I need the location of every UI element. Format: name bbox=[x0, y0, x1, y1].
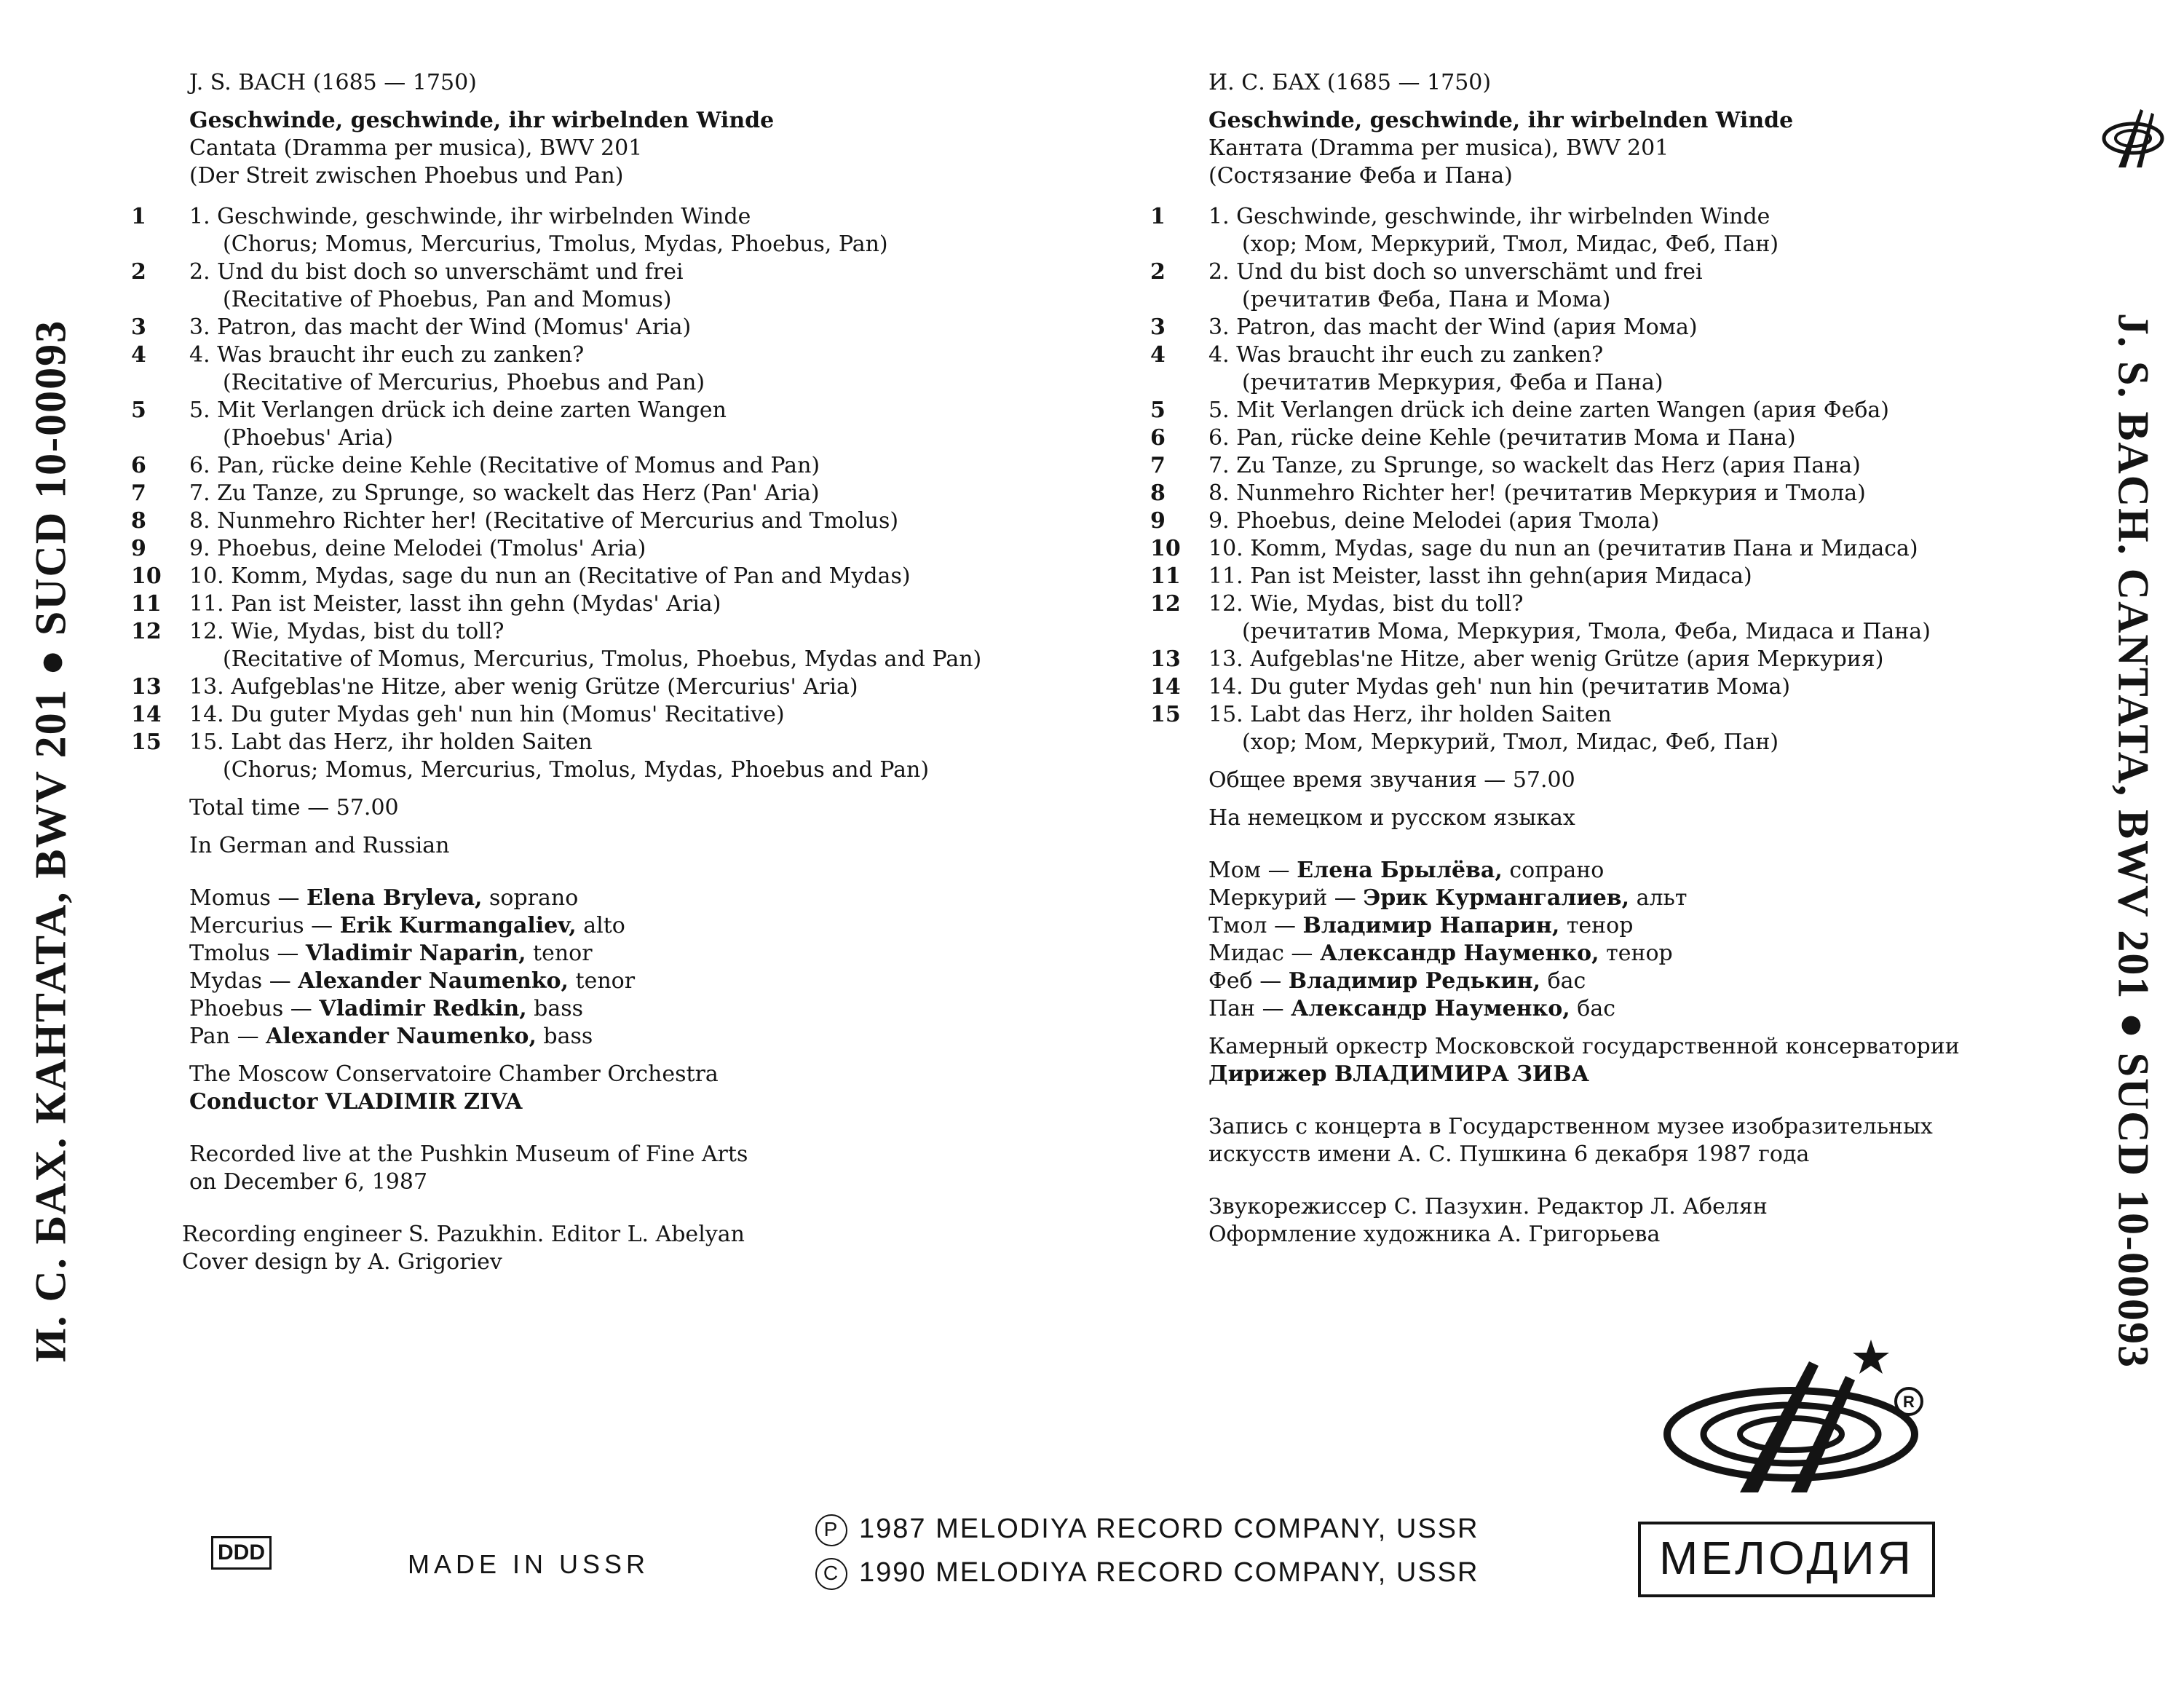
composer: И. С. БАХ (1685 — 1750) bbox=[1208, 70, 1492, 95]
conductor: Дирижер ВЛАДИМИРА ЗИВА bbox=[1208, 1061, 1590, 1087]
cast-voice: tenor bbox=[569, 968, 636, 994]
cast-list bbox=[189, 885, 1136, 1051]
track-subtitle: (Recitative of Phoebus, Pan and Momus) bbox=[223, 287, 672, 312]
track-number: 12 bbox=[131, 619, 162, 644]
cast-singer: Владимир Напарин, bbox=[1302, 913, 1560, 938]
work-title: Geschwinde, geschwinde, ihr wirbelnden Winde bbox=[1208, 108, 1794, 133]
track-subtitle: (речитатив Меркурия, Феба и Пана) bbox=[1242, 370, 1663, 395]
track-title: 15. Labt das Herz, ihr holden Saiten bbox=[1208, 702, 1612, 727]
cast-role: Pan — bbox=[189, 1024, 266, 1049]
phonogram-text: 1987 MELODIYA RECORD COMPANY, USSR bbox=[859, 1514, 1479, 1544]
track-row bbox=[1150, 258, 2060, 314]
orchestra: The Moscow Conservatoire Chamber Orchestra bbox=[189, 1061, 719, 1087]
work-header bbox=[189, 107, 1136, 190]
left-spine bbox=[0, 0, 102, 1681]
track-row bbox=[1150, 341, 2060, 397]
cast-voice: bass bbox=[526, 996, 584, 1021]
track-row bbox=[131, 701, 1136, 729]
track-title: 14. Du guter Mydas geh' nun hin (речитатив Мома) bbox=[1208, 674, 1791, 700]
track-title: 4. Was braucht ihr euch zu zanken? bbox=[189, 342, 585, 368]
work-subtitle: Кантата (Dramma per musica), BWV 201 bbox=[1208, 135, 1669, 161]
cast-voice: soprano bbox=[482, 885, 579, 911]
copyright-text: 1990 MELODIYA RECORD COMPANY, USSR bbox=[859, 1557, 1479, 1588]
track-row bbox=[1150, 535, 2060, 563]
track-number: 5 bbox=[131, 397, 146, 423]
track-title: 14. Du guter Mydas geh' nun hin (Momus' Recitative) bbox=[189, 702, 785, 727]
cast-row bbox=[189, 885, 1136, 912]
cast-role: Пан — bbox=[1208, 996, 1291, 1021]
track-title: 4. Was braucht ihr euch zu zanken? bbox=[1208, 342, 1604, 368]
recording-line: Запись с концерта в Государственном музее изобразительных bbox=[1208, 1114, 1933, 1139]
track-subtitle: (Chorus; Momus, Mercurius, Tmolus, Mydas, Phoebus and Pan) bbox=[223, 757, 930, 783]
cast-row bbox=[1208, 940, 2060, 968]
track-number: 8 bbox=[1150, 480, 1166, 506]
track-row bbox=[131, 729, 1136, 784]
cast-role: Mercurius — bbox=[189, 913, 340, 938]
total-time: Общее время звучания — 57.00 bbox=[1208, 767, 1575, 793]
track-subtitle: (хор; Мом, Меркурий, Тмол, Мидас, Феб, Пан) bbox=[1242, 729, 1779, 755]
track-row bbox=[131, 673, 1136, 701]
track-title: 5. Mit Verlangen drück ich deine zarten Wangen (ария Феба) bbox=[1208, 397, 1889, 423]
cast-voice: тенор bbox=[1559, 913, 1634, 938]
cast-row bbox=[189, 968, 1136, 995]
cast-singer: Vladimir Redkin, bbox=[319, 996, 527, 1021]
track-title: 1. Geschwinde, geschwinde, ihr wirbelnden Winde bbox=[189, 204, 751, 229]
cast-voice: alto bbox=[576, 913, 625, 938]
track-row bbox=[131, 258, 1136, 314]
track-title: 6. Pan, rücke deine Kehle (речитатив Мома и Пана) bbox=[1208, 425, 1796, 451]
made-in-label: MADE IN USSR bbox=[408, 1549, 650, 1579]
track-title: 8. Nunmehro Richter her! (Recitative of Mercurius and Tmolus) bbox=[189, 508, 899, 534]
track-subtitle: (Chorus; Momus, Mercurius, Tmolus, Mydas, Phoebus, Pan) bbox=[223, 232, 888, 257]
cast-voice: сопрано bbox=[1502, 858, 1605, 883]
track-number: 2 bbox=[131, 259, 146, 285]
track-number: 7 bbox=[131, 480, 146, 506]
track-number: 8 bbox=[131, 508, 146, 534]
copyright-symbol-icon: C bbox=[815, 1558, 847, 1590]
track-title: 3. Patron, das macht der Wind (ария Мома) bbox=[1208, 315, 1698, 340]
cast-singer: Elena Bryleva, bbox=[306, 885, 483, 911]
track-row bbox=[131, 563, 1136, 590]
right-spine bbox=[2082, 0, 2184, 1681]
track-number: 9 bbox=[131, 536, 146, 561]
track-row bbox=[1150, 701, 2060, 756]
track-number: 6 bbox=[131, 453, 146, 478]
melodiya-logo-icon bbox=[1653, 1332, 1944, 1500]
work-subtitle: Cantata (Dramma per musica), BWV 201 bbox=[189, 135, 643, 161]
total-time: Total time — 57.00 bbox=[189, 795, 399, 820]
left-spine-title: И. С. БАХ. КАНТАТА, BWV 201 ● SUCD 10-00093 bbox=[26, 319, 75, 1362]
track-row bbox=[131, 314, 1136, 341]
copyright-line bbox=[815, 1551, 1479, 1594]
languages-note: In German and Russian bbox=[189, 833, 450, 858]
track-number: 15 bbox=[1150, 702, 1181, 727]
track-row bbox=[1150, 314, 2060, 341]
cast-row bbox=[189, 1023, 1136, 1051]
work-header bbox=[1208, 107, 2060, 190]
track-row bbox=[1150, 563, 2060, 590]
track-row bbox=[1150, 507, 2060, 535]
cast-voice: бас bbox=[1570, 996, 1616, 1021]
track-number: 6 bbox=[1150, 425, 1166, 451]
cast-row bbox=[1208, 968, 2060, 995]
track-number: 14 bbox=[131, 702, 162, 727]
cast-singer: Alexander Naumenko, bbox=[266, 1024, 537, 1049]
track-title: 12. Wie, Mydas, bist du toll? bbox=[189, 619, 505, 644]
track-number: 4 bbox=[1150, 342, 1166, 368]
track-title: 5. Mit Verlangen drück ich deine zarten Wangen bbox=[189, 397, 727, 423]
recording-note bbox=[1208, 1113, 2060, 1168]
track-row bbox=[1150, 590, 2060, 646]
cast-row bbox=[1208, 857, 2060, 885]
track-row bbox=[131, 590, 1136, 618]
track-row bbox=[131, 452, 1136, 480]
cast-row bbox=[189, 940, 1136, 968]
production-credits bbox=[182, 1221, 1136, 1276]
track-list bbox=[1150, 203, 2060, 756]
track-title: 2. Und du bist doch so unverschämt und frei bbox=[189, 259, 684, 285]
cast-role: Phoebus — bbox=[189, 996, 320, 1021]
track-row bbox=[131, 507, 1136, 535]
track-row bbox=[131, 618, 1136, 673]
composer: J. S. BACH (1685 — 1750) bbox=[189, 70, 477, 95]
track-number: 1 bbox=[1150, 204, 1166, 229]
cast-voice: bass bbox=[536, 1024, 593, 1049]
melodiya-logo-icon bbox=[2097, 102, 2169, 175]
track-list bbox=[131, 203, 1136, 784]
track-row bbox=[1150, 452, 2060, 480]
work-subtitle-alt: (Der Streit zwischen Phoebus und Pan) bbox=[189, 163, 624, 189]
track-row bbox=[1150, 424, 2060, 452]
cast-role: Tmolus — bbox=[189, 941, 306, 966]
track-number: 4 bbox=[131, 342, 146, 368]
track-row bbox=[1150, 480, 2060, 507]
cast-role: Mydas — bbox=[189, 968, 298, 994]
track-title: 10. Komm, Mydas, sage du nun an (Recitative of Pan and Mydas) bbox=[189, 563, 911, 589]
track-number: 11 bbox=[1150, 563, 1181, 589]
cast-role: Мидас — bbox=[1208, 941, 1320, 966]
recording-line: on December 6, 1987 bbox=[189, 1169, 428, 1195]
cast-row bbox=[189, 995, 1136, 1023]
track-title: 11. Pan ist Meister, lasst ihn gehn(ария Мидаса) bbox=[1208, 563, 1752, 589]
track-number: 3 bbox=[131, 315, 146, 340]
track-number: 1 bbox=[131, 204, 146, 229]
track-number: 10 bbox=[131, 563, 162, 589]
cast-row bbox=[1208, 912, 2060, 940]
cast-singer: Erik Kurmangaliev, bbox=[339, 913, 577, 938]
track-number: 7 bbox=[1150, 453, 1166, 478]
credits-line: Recording engineer S. Pazukhin. Editor L. Abelyan bbox=[182, 1222, 745, 1247]
cast-role: Momus — bbox=[189, 885, 307, 911]
track-row bbox=[131, 480, 1136, 507]
track-title: 6. Pan, rücke deine Kehle (Recitative of Momus and Pan) bbox=[189, 453, 820, 478]
russian-column bbox=[1150, 69, 2060, 1249]
cast-row bbox=[189, 912, 1136, 940]
svg-text:R: R bbox=[1903, 1393, 1915, 1411]
cast-singer: Vladimir Naparin, bbox=[305, 941, 526, 966]
track-row bbox=[1150, 673, 2060, 701]
track-title: 9. Phoebus, deine Melodei (Tmolus' Aria) bbox=[189, 536, 646, 561]
cast-singer: Alexander Naumenko, bbox=[298, 968, 569, 994]
orchestra: Камерный оркестр Московской государственной консерватории bbox=[1208, 1034, 1960, 1059]
track-subtitle: (речитатив Мома, Меркурия, Тмола, Феба, Мидаса и Пана) bbox=[1242, 619, 1931, 644]
track-title: 13. Aufgeblas'ne Hitze, aber wenig Grütze (Mercurius' Aria) bbox=[189, 674, 858, 700]
track-number: 12 bbox=[1150, 591, 1181, 617]
track-title: 7. Zu Tanze, zu Sprunge, so wackelt das Herz (ария Пана) bbox=[1208, 453, 1861, 478]
right-spine-title: J. S. BACH. CANTATA, BWV 201 ● SUCD 10-00093 bbox=[2109, 312, 2158, 1369]
work-title: Geschwinde, geschwinde, ihr wirbelnden Winde bbox=[189, 108, 775, 133]
credits-line: Оформление художника А. Григорьева bbox=[1208, 1222, 1661, 1247]
credits-line: Cover design by A. Grigoriev bbox=[182, 1249, 502, 1275]
track-number: 13 bbox=[1150, 646, 1181, 672]
cast-singer: Александр Науменко, bbox=[1291, 996, 1570, 1021]
track-subtitle: (речитатив Феба, Пана и Мома) bbox=[1242, 287, 1611, 312]
cast-role: Феб — bbox=[1208, 968, 1289, 994]
track-title: 11. Pan ist Meister, lasst ihn gehn (Mydas' Aria) bbox=[189, 591, 721, 617]
cast-voice: tenor bbox=[526, 941, 593, 966]
track-subtitle: (Recitative of Mercurius, Phoebus and Pan) bbox=[223, 370, 705, 395]
track-title: 3. Patron, das macht der Wind (Momus' Aria) bbox=[189, 315, 692, 340]
track-title: 10. Komm, Mydas, sage du nun an (речитатив Пана и Мидаса) bbox=[1208, 536, 1918, 561]
track-row bbox=[131, 203, 1136, 258]
track-title: 7. Zu Tanze, zu Sprunge, so wackelt das Herz (Pan' Aria) bbox=[189, 480, 820, 506]
cast-singer: Елена Брылёва, bbox=[1297, 858, 1503, 883]
orchestra-credit bbox=[1208, 1033, 2060, 1088]
track-number: 14 bbox=[1150, 674, 1181, 700]
track-row bbox=[1150, 203, 2060, 258]
conductor: Conductor VLADIMIR ZIVA bbox=[189, 1089, 523, 1115]
recording-line: Recorded live at the Pushkin Museum of Fine Arts bbox=[189, 1142, 748, 1167]
track-number: 2 bbox=[1150, 259, 1166, 285]
track-row bbox=[131, 341, 1136, 397]
english-column bbox=[131, 69, 1136, 1276]
track-number: 3 bbox=[1150, 315, 1166, 340]
recording-line: искусств имени А. С. Пушкина 6 декабря 1987 года bbox=[1208, 1142, 1810, 1167]
track-title: 9. Phoebus, deine Melodei (ария Тмола) bbox=[1208, 508, 1660, 534]
track-title: 2. Und du bist doch so unverschämt und frei bbox=[1208, 259, 1703, 285]
cast-role: Тмол — bbox=[1208, 913, 1303, 938]
track-number: 10 bbox=[1150, 536, 1181, 561]
cast-singer: Эрик Курмангалиев, bbox=[1363, 885, 1630, 911]
track-row bbox=[131, 535, 1136, 563]
orchestra-credit bbox=[189, 1061, 1136, 1116]
credits-line: Звукорежиссер С. Пазухин. Редактор Л. Абелян bbox=[1208, 1194, 1768, 1219]
cast-role: Меркурий — bbox=[1208, 885, 1364, 911]
track-subtitle: (Phoebus' Aria) bbox=[223, 425, 393, 451]
track-number: 11 bbox=[131, 591, 162, 617]
production-credits bbox=[1208, 1193, 2060, 1249]
track-number: 13 bbox=[131, 674, 162, 700]
track-title: 8. Nunmehro Richter her! (речитатив Меркурия и Тмола) bbox=[1208, 480, 1866, 506]
cast-voice: альт bbox=[1629, 885, 1688, 911]
phonogram-line bbox=[815, 1507, 1479, 1551]
track-row bbox=[1150, 397, 2060, 424]
phonogram-symbol-icon: P bbox=[815, 1514, 847, 1546]
languages-note: На немецком и русском языках bbox=[1208, 805, 1575, 831]
ddd-badge: DDD bbox=[211, 1536, 272, 1570]
recording-note bbox=[189, 1141, 1136, 1196]
cast-row bbox=[1208, 885, 2060, 912]
track-number: 15 bbox=[131, 729, 162, 755]
track-row bbox=[1150, 646, 2060, 673]
cast-voice: тенор bbox=[1599, 941, 1673, 966]
track-subtitle: (хор; Мом, Меркурий, Тмол, Мидас, Феб, Пан) bbox=[1242, 232, 1779, 257]
track-title: 15. Labt das Herz, ihr holden Saiten bbox=[189, 729, 593, 755]
copyright-block bbox=[815, 1507, 1479, 1594]
melodiya-brand: МЕЛОДИЯ bbox=[1638, 1522, 1935, 1597]
cast-voice: бас bbox=[1540, 968, 1586, 994]
cast-singer: Александр Науменко, bbox=[1319, 941, 1599, 966]
work-subtitle-alt: (Состязание Феба и Пана) bbox=[1208, 163, 1513, 189]
track-title: 13. Aufgeblas'ne Hitze, aber wenig Grütze (ария Меркурия) bbox=[1208, 646, 1884, 672]
track-number: 5 bbox=[1150, 397, 1166, 423]
cast-role: Мом — bbox=[1208, 858, 1297, 883]
cast-row bbox=[1208, 995, 2060, 1023]
track-subtitle: (Recitative of Momus, Mercurius, Tmolus, Phoebus, Mydas and Pan) bbox=[223, 646, 982, 672]
track-title: 1. Geschwinde, geschwinde, ihr wirbelnden Winde bbox=[1208, 204, 1770, 229]
track-row bbox=[131, 397, 1136, 452]
cast-list bbox=[1208, 857, 2060, 1023]
track-number: 9 bbox=[1150, 508, 1166, 534]
track-title: 12. Wie, Mydas, bist du toll? bbox=[1208, 591, 1524, 617]
cast-singer: Владимир Редькин, bbox=[1288, 968, 1541, 994]
